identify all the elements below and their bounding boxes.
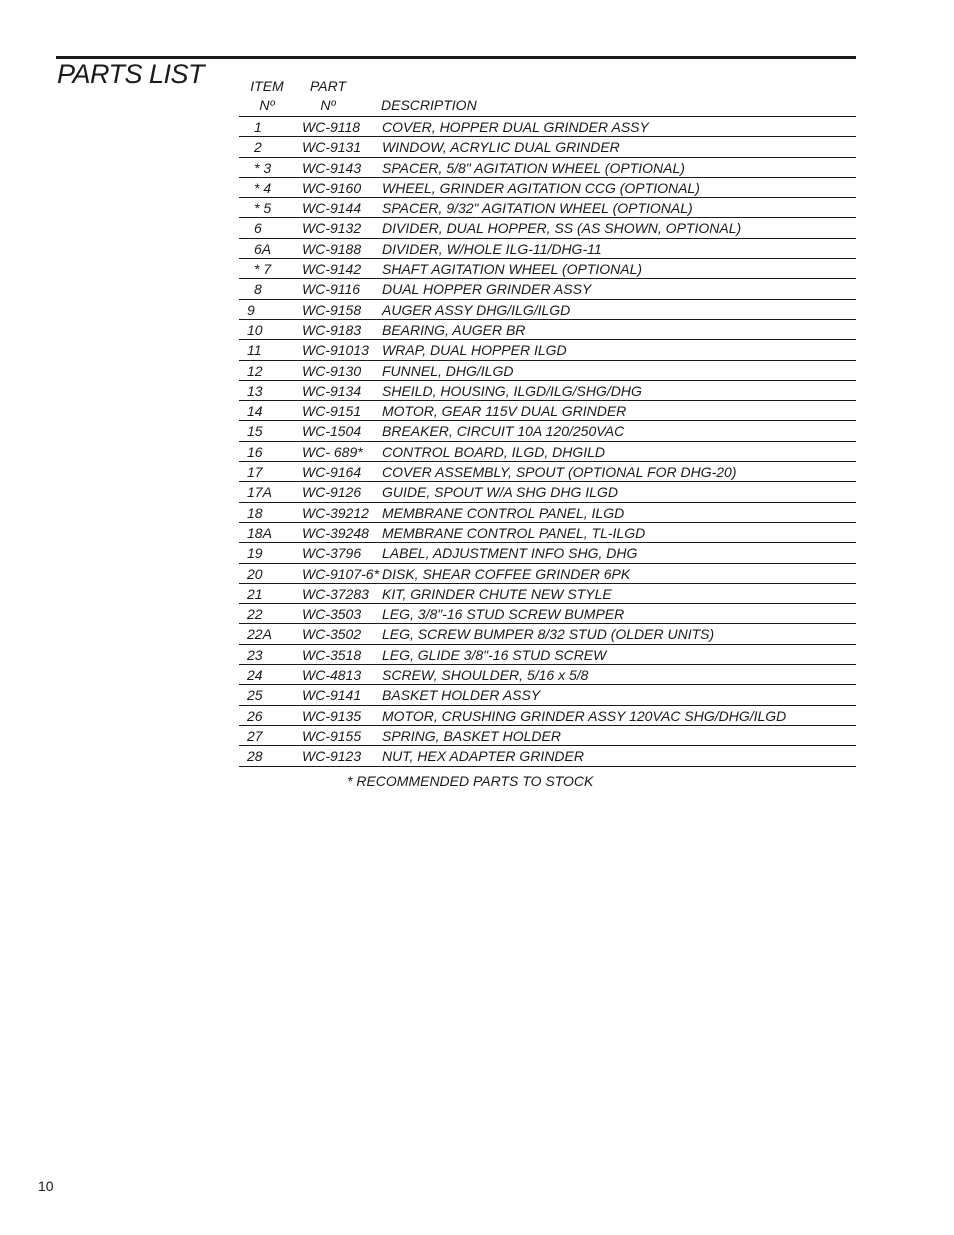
- table-row: [239, 137, 856, 157]
- part-description: DUAL HOPPER GRINDER ASSY: [382, 281, 592, 298]
- part-description: SPRING, BASKET HOLDER: [382, 727, 561, 744]
- footnote: * RECOMMENDED PARTS TO STOCK: [347, 773, 594, 789]
- table-row: [239, 320, 856, 340]
- part-number: WC-9126: [302, 484, 362, 501]
- table-row: [239, 158, 856, 178]
- part-number: WC-9141: [302, 687, 362, 704]
- item-number-header: ITEM Nº: [250, 78, 284, 113]
- table-row: [239, 665, 856, 685]
- table-row: [239, 746, 856, 766]
- item-number: 17A: [247, 484, 272, 501]
- part-description: MEMBRANE CONTROL PANEL, TL-ILGD: [382, 524, 646, 541]
- table-row: [239, 543, 856, 563]
- item-number: 1: [254, 119, 262, 135]
- part-description: LEG, SCREW BUMPER 8/32 STUD (OLDER UNITS): [382, 626, 715, 643]
- item-number: 21: [247, 585, 263, 602]
- part-description: BREAKER, CIRCUIT 10A 120/250VAC: [382, 423, 625, 440]
- part-number: WC-3796: [302, 545, 362, 562]
- item-number: 2: [254, 139, 262, 156]
- part-number: WC-9132: [302, 220, 362, 237]
- part-description: MEMBRANE CONTROL PANEL, ILGD: [382, 504, 625, 521]
- item-number: 26: [247, 707, 263, 724]
- table-row: [239, 523, 856, 543]
- table-row: [239, 482, 856, 502]
- part-description: MOTOR, GEAR 115V DUAL GRINDER: [382, 403, 627, 420]
- page-title: PARTS LIST: [57, 59, 205, 89]
- part-description: BASKET HOLDER ASSY: [382, 687, 541, 704]
- part-description: COVER ASSEMBLY, SPOUT (OPTIONAL FOR DHG-20): [382, 464, 737, 481]
- part-description: BEARING, AUGER BR: [382, 321, 526, 338]
- item-number: 22A: [247, 626, 272, 643]
- part-number: WC-9143: [302, 159, 362, 176]
- item-number: * 5: [254, 200, 272, 217]
- item-number: * 7: [254, 261, 272, 278]
- table-row: [239, 117, 856, 137]
- part-number: WC-9144: [302, 200, 362, 217]
- table-row: [239, 279, 856, 299]
- parts-table: [239, 76, 856, 767]
- table-row: [239, 584, 856, 604]
- table-row: [239, 503, 856, 523]
- item-number: 8: [254, 281, 262, 298]
- part-number: WC-91013: [302, 342, 369, 359]
- page-number: 10: [38, 1178, 54, 1194]
- item-number: 13: [247, 382, 263, 399]
- part-number: WC-9131: [302, 139, 362, 156]
- description-header: DESCRIPTION: [381, 97, 477, 113]
- table-row: [239, 239, 856, 259]
- part-number: WC-9155: [302, 727, 362, 744]
- part-description: CONTROL BOARD, ILGD, DHGILD: [382, 443, 606, 460]
- table-row: [239, 401, 856, 421]
- part-description: NUT, HEX ADAPTER GRINDER: [382, 748, 584, 765]
- part-number: WC-3518: [302, 646, 362, 663]
- item-number: 18A: [247, 524, 272, 541]
- part-description: SHEILD, HOUSING, ILGD/ILG/SHG/DHG: [382, 382, 642, 399]
- part-number: WC-9164: [302, 464, 362, 481]
- table-row: [239, 462, 856, 482]
- part-number: WC-3502: [302, 626, 362, 643]
- item-number: * 3: [254, 159, 272, 176]
- table-row: [239, 300, 856, 320]
- table-body: [239, 117, 856, 767]
- table-row: [239, 604, 856, 624]
- item-number: 23: [247, 646, 263, 663]
- part-number: WC-9135: [302, 707, 362, 724]
- part-number: WC-9130: [302, 362, 362, 379]
- item-number: 19: [247, 545, 263, 562]
- item-number: 12: [247, 362, 263, 379]
- part-description: COVER, HOPPER DUAL GRINDER ASSY: [382, 119, 649, 135]
- part-number: WC-9158: [302, 301, 362, 318]
- part-number: WC-39248: [302, 524, 369, 541]
- part-description: DIVIDER, W/HOLE ILG-11/DHG-11: [382, 240, 602, 257]
- item-number: 24: [247, 667, 263, 684]
- table-row: [239, 726, 856, 746]
- table-row: [239, 685, 856, 705]
- part-description: MOTOR, CRUSHING GRINDER ASSY 120VAC SHG/DHG/ILGD: [382, 707, 787, 724]
- item-number: 28: [247, 748, 263, 765]
- part-number: WC- 689*: [302, 443, 363, 460]
- part-description: SHAFT AGITATION WHEEL (OPTIONAL): [382, 261, 643, 278]
- part-number: WC-9116: [302, 281, 361, 298]
- part-number: WC-37283: [302, 585, 369, 602]
- item-number: 14: [247, 403, 263, 420]
- table-row: [239, 421, 856, 441]
- part-number: WC-9183: [302, 321, 362, 338]
- part-description: WRAP, DUAL HOPPER ILGD: [382, 342, 567, 359]
- item-number: 17: [247, 464, 263, 481]
- part-description: LEG, GLIDE 3/8"-16 STUD SCREW: [382, 646, 607, 663]
- table-row: [239, 361, 856, 381]
- item-number: 16: [247, 443, 263, 460]
- table-row: [239, 259, 856, 279]
- part-number: WC-9118: [302, 119, 361, 135]
- part-number: WC-3503: [302, 606, 362, 623]
- part-number: WC-9142: [302, 261, 362, 278]
- part-description: GUIDE, SPOUT W/A SHG DHG ILGD: [382, 484, 618, 501]
- item-number: 22: [247, 606, 263, 623]
- part-description: DIVIDER, DUAL HOPPER, SS (AS SHOWN, OPTIONAL): [382, 220, 742, 237]
- part-number: WC-1504: [302, 423, 362, 440]
- table-row: [239, 624, 856, 644]
- part-number: WC-9151: [302, 403, 362, 420]
- item-number: 6: [254, 220, 262, 237]
- part-number: WC-9107-6*: [302, 565, 380, 582]
- item-number: 15: [247, 423, 263, 440]
- item-number: 20: [247, 565, 263, 582]
- part-description: SCREW, SHOULDER, 5/16 x 5/8: [382, 667, 589, 684]
- item-number: 27: [247, 727, 263, 744]
- part-description: DISK, SHEAR COFFEE GRINDER 6PK: [382, 565, 631, 582]
- table-row: [239, 564, 856, 584]
- part-description: KIT, GRINDER CHUTE NEW STYLE: [382, 585, 612, 602]
- item-number: 10: [247, 321, 263, 338]
- item-number: 6A: [254, 240, 272, 257]
- item-number: 11: [247, 342, 262, 359]
- part-description: SPACER, 5/8" AGITATION WHEEL (OPTIONAL): [382, 159, 685, 176]
- part-number: WC-9123: [302, 748, 362, 765]
- item-number: 18: [247, 504, 263, 521]
- table-row: [239, 198, 856, 218]
- item-number: * 4: [254, 179, 272, 196]
- table-row: [239, 706, 856, 726]
- part-description: LABEL, ADJUSTMENT INFO SHG, DHG: [382, 545, 638, 562]
- part-description: SPACER, 9/32" AGITATION WHEEL (OPTIONAL): [382, 200, 693, 217]
- part-number: WC-39212: [302, 504, 369, 521]
- part-number: WC-9160: [302, 179, 362, 196]
- part-description: WHEEL, GRINDER AGITATION CCG (OPTIONAL): [382, 179, 700, 196]
- part-number: WC-9188: [302, 240, 362, 257]
- table-row: [239, 218, 856, 238]
- table-row: [239, 442, 856, 462]
- part-description: AUGER ASSY DHG/ILG/ILGD: [382, 301, 571, 318]
- part-description: FUNNEL, DHG/ILGD: [382, 362, 514, 379]
- part-number: WC-9134: [302, 382, 362, 399]
- part-number: WC-4813: [302, 667, 362, 684]
- part-description: WINDOW, ACRYLIC DUAL GRINDER: [382, 139, 620, 156]
- item-number: 9: [247, 301, 255, 318]
- part-number-header: PART Nº: [309, 78, 347, 113]
- table-row: [239, 340, 856, 360]
- part-description: LEG, 3/8"-16 STUD SCREW BUMPER: [382, 606, 625, 623]
- item-number: 25: [247, 687, 263, 704]
- table-row: [239, 645, 856, 665]
- table-header: [239, 76, 856, 117]
- table-row: [239, 381, 856, 401]
- table-row: [239, 178, 856, 198]
